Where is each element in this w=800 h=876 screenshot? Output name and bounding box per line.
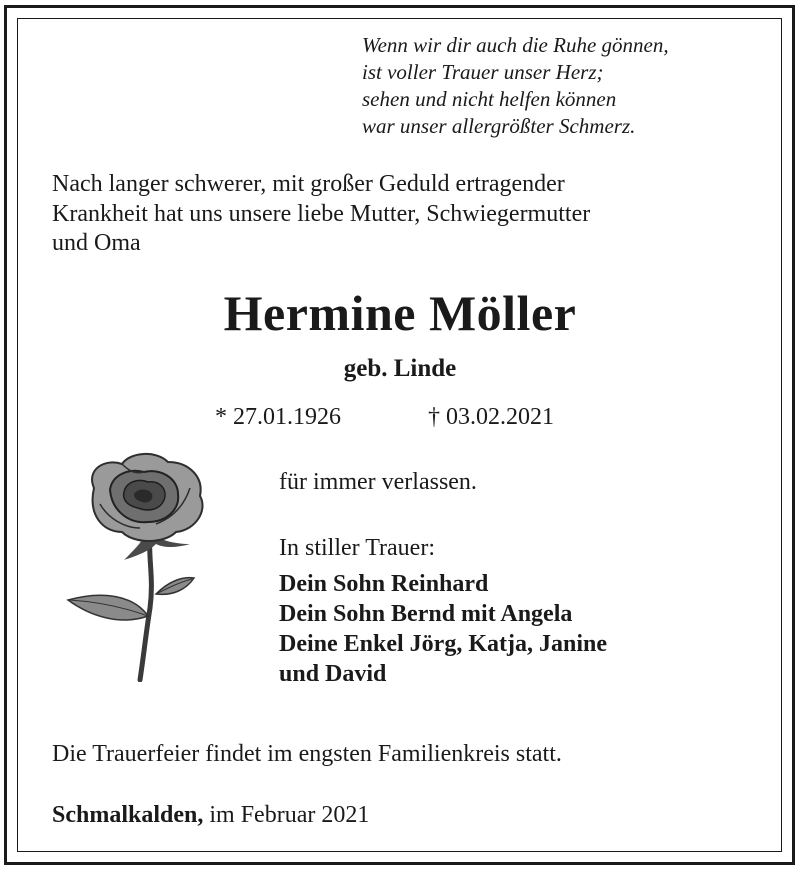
mourning-heading: In stiller Trauer: <box>279 535 435 561</box>
notice-inner-border <box>17 18 782 852</box>
funeral-note: Die Trauerfeier findet im engsten Familienkreis statt. <box>52 741 562 767</box>
mourner-line: Dein Sohn Reinhard <box>279 571 489 597</box>
continuation-text: für immer verlassen. <box>279 469 477 495</box>
poem-line: war unser allergrößter Schmerz. <box>362 114 636 138</box>
intro-line: Nach langer schwerer, mit großer Geduld ertragender <box>52 171 565 197</box>
closing-date: im Februar 2021 <box>203 802 370 828</box>
intro-text <box>52 170 752 259</box>
closing-line <box>52 800 369 830</box>
rose-icon <box>64 448 220 682</box>
birth-name: geb. Linde <box>343 355 457 382</box>
deceased-name: Hermine Möller <box>223 285 577 341</box>
death-date: † 03.02.2021 <box>428 404 554 430</box>
closing-place: Schmalkalden, <box>52 802 204 828</box>
poem-line: Wenn wir dir auch die Ruhe gönnen, <box>362 33 669 57</box>
mourner-line: und David <box>279 661 387 687</box>
mourner-line: Deine Enkel Jörg, Katja, Janine <box>279 631 607 657</box>
birth-date: * 27.01.1926 <box>215 404 341 430</box>
mourner-line: Dein Sohn Bernd mit Angela <box>279 601 573 627</box>
mourners-list <box>279 569 607 689</box>
poem-line: ist voller Trauer unser Herz; <box>362 60 604 84</box>
poem <box>362 32 669 140</box>
intro-line: Krankheit hat uns unsere liebe Mutter, Schwiegermutter <box>52 200 591 227</box>
intro-line: und Oma <box>52 230 141 256</box>
poem-line: sehen und nicht helfen können <box>362 87 617 111</box>
